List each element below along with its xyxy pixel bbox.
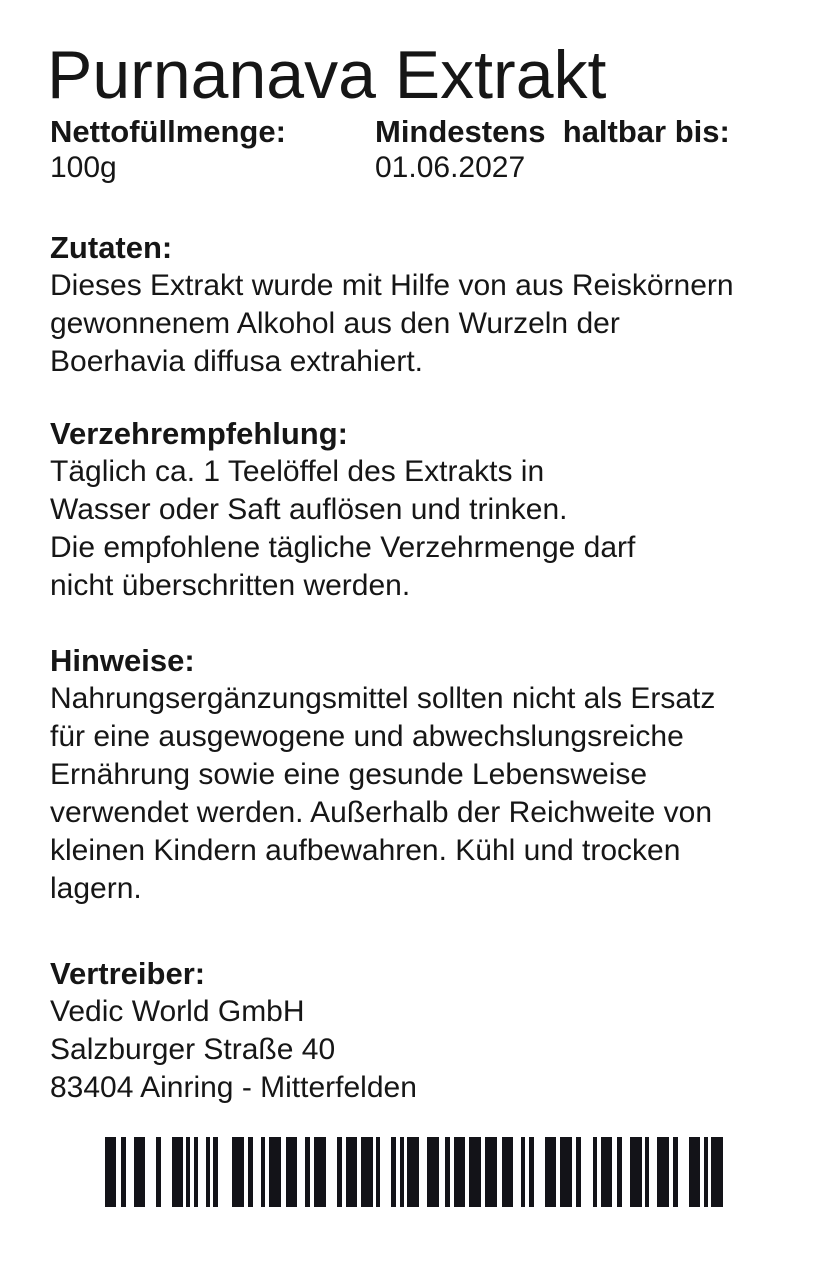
- section-heading: Vertreiber:: [50, 956, 206, 991]
- body-line: Boerhavia diffusa extrahiert.: [50, 345, 423, 378]
- body-line: kleinen Kindern aufbewahren. Kühl und trocken: [50, 834, 681, 867]
- distributor-name: Vedic World GmbH: [50, 995, 305, 1028]
- section-notices: [50, 642, 811, 908]
- body-line: verwendet werden. Außerhalb der Reichweite von: [50, 796, 713, 829]
- product-label: [0, 36, 827, 1276]
- net-quantity-block: [50, 114, 375, 186]
- meta-row: [50, 114, 811, 186]
- body-line: nicht überschritten werden.: [50, 569, 411, 602]
- best-before-block: [375, 114, 811, 186]
- section-consumption-recommendation: [50, 415, 811, 605]
- body-line: Nahrungsergänzungsmittel sollten nicht als Ersatz: [50, 682, 716, 715]
- product-title: Purnanava Extrakt: [47, 37, 607, 113]
- section-heading: Verzehrempfehlung:: [50, 416, 348, 451]
- best-before-value: 01.06.2027: [375, 151, 526, 184]
- body-line: Ernährung sowie eine gesunde Lebensweise: [50, 758, 648, 791]
- body-line: Wasser oder Saft auflösen und trinken.: [50, 493, 568, 526]
- body-line: für eine ausgewogene und abwechslungsreiche: [50, 720, 684, 753]
- body-line: lagern.: [50, 872, 142, 905]
- body-line: Die empfohlene tägliche Verzehrmenge darf: [50, 531, 636, 564]
- distributor-street: Salzburger Straße 40: [50, 1033, 336, 1066]
- section-heading: Hinweise:: [50, 643, 195, 678]
- best-before-heading: Mindestens haltbar bis:: [375, 114, 730, 149]
- body-line: gewonnenem Alkohol aus den Wurzeln der: [50, 307, 620, 340]
- section-distributor: [50, 955, 811, 1107]
- net-quantity-value: 100g: [50, 151, 117, 184]
- distributor-city: 83404 Ainring - Mitterfelden: [50, 1071, 417, 1104]
- section-ingredients: [50, 229, 811, 381]
- section-heading: Zutaten:: [50, 230, 173, 265]
- body-line: Dieses Extrakt wurde mit Hilfe von aus Reiskörnern: [50, 269, 734, 302]
- barcode-icon: [105, 1137, 811, 1207]
- body-line: Täglich ca. 1 Teelöffel des Extrakts in: [50, 455, 545, 488]
- net-quantity-heading: Nettofüllmenge:: [50, 114, 286, 149]
